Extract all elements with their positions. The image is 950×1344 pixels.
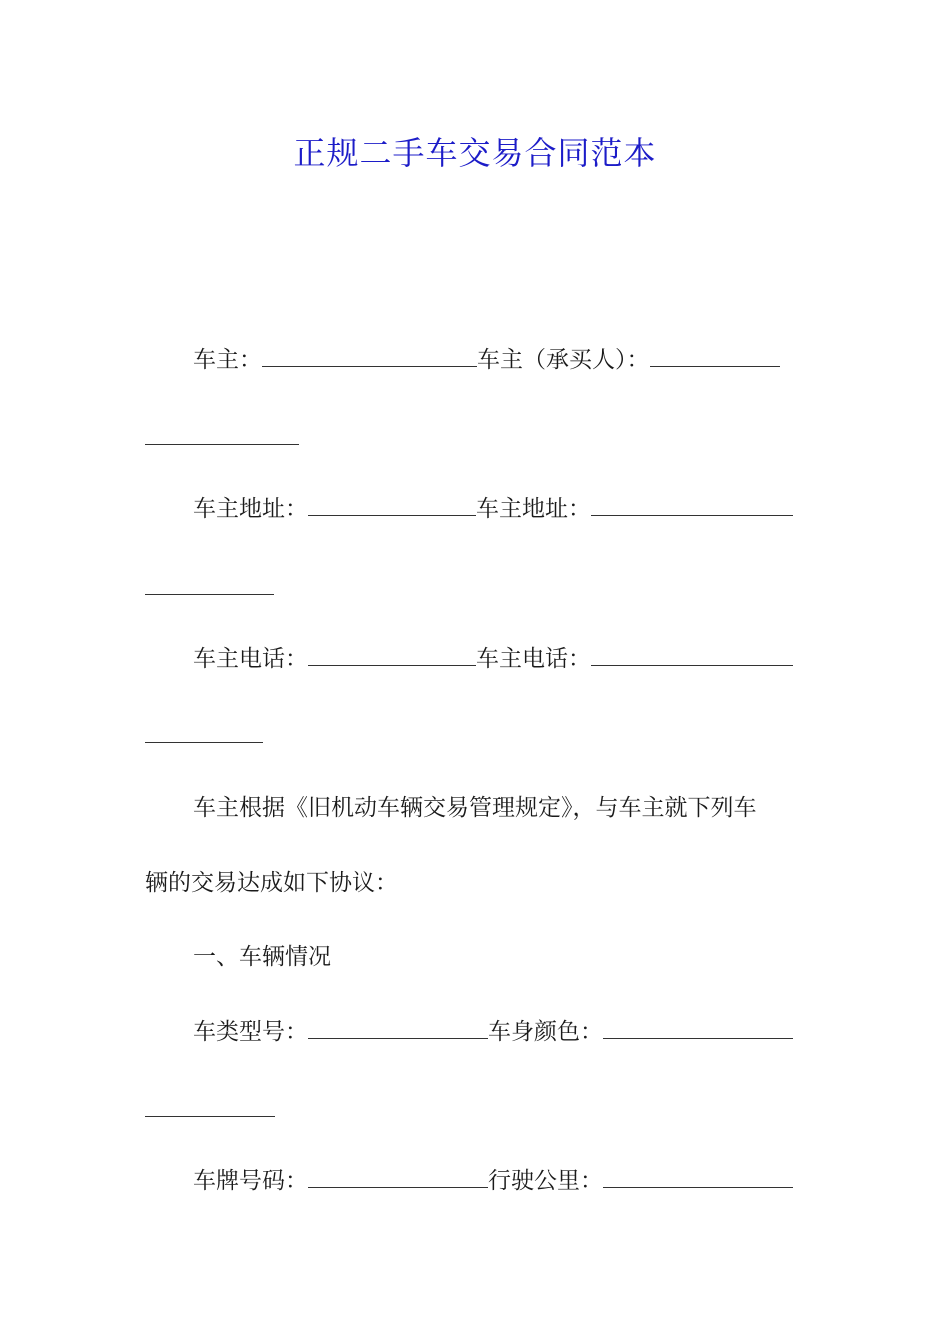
- owner-address-blank[interactable]: [308, 493, 476, 516]
- color-label: 车身颜色：: [488, 1019, 603, 1045]
- owner-phone-blank[interactable]: [308, 643, 476, 666]
- buyer-name-blank[interactable]: [650, 344, 780, 367]
- preamble-line-2: 辆的交易达成如下协议：: [145, 870, 398, 896]
- buyer-name-blank-continued[interactable]: [145, 443, 299, 445]
- plate-blank[interactable]: [308, 1165, 488, 1188]
- mileage-blank[interactable]: [603, 1165, 793, 1188]
- owner-label: 车主：: [193, 347, 262, 373]
- buyer-address-label: 车主地址：: [476, 496, 591, 522]
- address-row: [193, 493, 805, 525]
- model-color-row: [193, 1016, 805, 1048]
- owner-name-blank[interactable]: [262, 344, 477, 367]
- buyer-phone-label: 车主电话：: [476, 646, 591, 672]
- color-blank-continued[interactable]: [145, 1115, 275, 1117]
- preamble-line-1: 车主根据《旧机动车辆交易管理规定》，与车主就下列车: [193, 795, 757, 821]
- buyer-phone-blank[interactable]: [591, 643, 793, 666]
- mileage-label: 行驶公里：: [488, 1168, 603, 1194]
- plate-mileage-row: [193, 1165, 805, 1197]
- party-names-row: [193, 344, 805, 376]
- buyer-address-blank[interactable]: [591, 493, 793, 516]
- buyer-phone-blank-continued[interactable]: [145, 741, 263, 743]
- plate-label: 车牌号码：: [193, 1168, 308, 1194]
- model-blank[interactable]: [308, 1016, 488, 1039]
- phone-row: [193, 643, 805, 675]
- document-title: 正规二手车交易合同范本: [293, 134, 657, 172]
- buyer-label: 车主（承买人）：: [477, 347, 650, 373]
- color-blank[interactable]: [603, 1016, 793, 1039]
- owner-address-label: 车主地址：: [193, 496, 308, 522]
- owner-phone-label: 车主电话：: [193, 646, 308, 672]
- buyer-address-blank-continued[interactable]: [145, 593, 274, 595]
- section-heading-vehicle: 一、车辆情况: [193, 944, 331, 970]
- model-label: 车类型号：: [193, 1019, 308, 1045]
